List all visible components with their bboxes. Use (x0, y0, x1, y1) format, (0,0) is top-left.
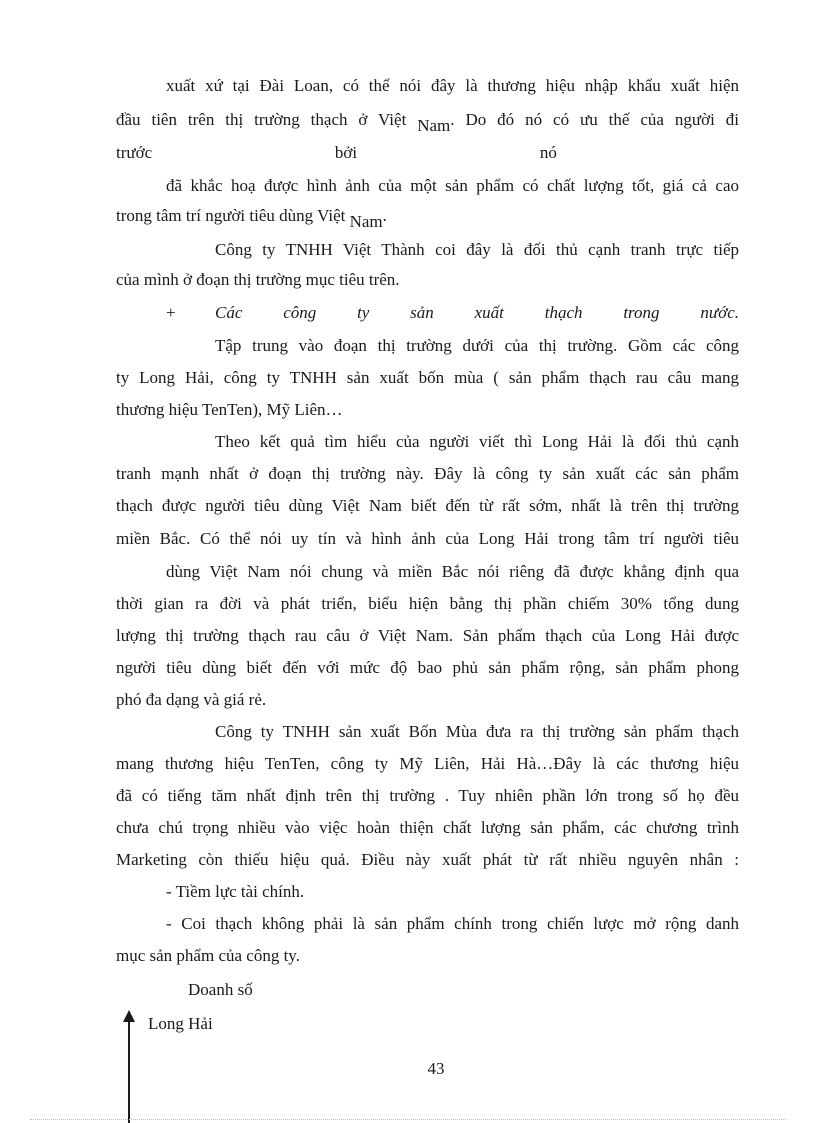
text-line: tranh mạnh nhất ở đoạn thị trường này. Đây là công ty sản xuất các sản phẩm (116, 464, 739, 483)
text-line: thạch được người tiêu dùng Việt Nam biết đến từ rất sớm, nhất là trên thị trường (116, 496, 739, 515)
figure-series-label: Long Hải (148, 1014, 213, 1033)
text-line: Tập trung vào đoạn thị trường dưới của thị trường. Gồm các công (215, 336, 739, 355)
list-item: - Coi thạch không phải là sản phẩm chính trong chiến lược mở rộng danh (166, 914, 739, 933)
text-line: thương hiệu TenTen), Mỹ Liên… (116, 400, 343, 419)
text-line: phó đa dạng và giá rẻ. (116, 690, 267, 709)
text-line: đã khắc hoạ được hình ảnh của một sản phẩm có chất lượng tốt, giá cả cao (166, 176, 739, 195)
bullet-plus: + (166, 303, 176, 322)
text-line: thời gian ra đời và phát triển, biểu hiện bằng thị phần chiếm 30% tổng dung (116, 594, 739, 613)
text-line: Công ty TNHH sản xuất Bốn Mùa đưa ra thị trường sản phẩm thạch (215, 722, 739, 741)
page-bottom-border (30, 1119, 786, 1120)
y-axis-line (128, 1020, 130, 1123)
text-line: lượng thị trường thạch rau câu ở Việt Nam. Sản phẩm thạch của Long Hải được (116, 626, 739, 645)
text-line: Marketing còn thiếu hiệu quả. Điều này xuất phát từ rất nhiều nguyên nhân : (116, 850, 739, 869)
text-line: miền Bắc. Có thể nói uy tín và hình ảnh của Long Hải trong tâm trí người tiêu (116, 529, 739, 548)
text-line: trong tâm trí người tiêu dùng Việt Nam. (116, 206, 387, 231)
text-line: chưa chú trọng nhiều vào việc hoàn thiện chất lượng sản phẩm, các chương trình (116, 818, 739, 837)
text-line: đầu tiên trên thị trường thạch ở Việt Nam. Do đó nó có ưu thế của người đi (116, 110, 739, 135)
text-line: mang thương hiệu TenTen, công ty Mỹ Liên, Hải Hà…Đây là các thương hiệu (116, 754, 739, 773)
text-line: mục sản phẩm của công ty. (116, 946, 300, 965)
text-line: đã có tiếng tăm nhất định trên thị trường . Tuy nhiên phần lớn trong số họ đều (116, 786, 739, 805)
text-line: người tiêu dùng biết đến với mức độ bao phủ sản phẩm rộng, sản phẩm phong (116, 658, 739, 677)
text-line: Theo kết quả tìm hiểu của người viết thì Long Hải là đối thủ cạnh (215, 432, 739, 451)
text-line: dùng Việt Nam nói chung và miền Bắc nói riêng đã được khẳng định qua (166, 562, 739, 581)
page-number: 43 (427, 1059, 445, 1078)
list-item: - Tiềm lực tài chính. (166, 882, 305, 901)
section-heading: Các công ty sản xuất thạch trong nước. (215, 303, 739, 322)
text-line: Công ty TNHH Việt Thành coi đây là đối thủ cạnh tranh trực tiếp (215, 240, 739, 259)
text-line: của mình ở đoạn thị trường mục tiêu trên. (116, 270, 400, 289)
text-line: xuất xứ tại Đài Loan, có thể nói đây là thương hiệu nhập khẩu xuất hiện (166, 76, 739, 95)
text-line: trước bởi nó (116, 143, 557, 162)
text-line: ty Long Hải, công ty TNHH sản xuất bốn mùa ( sản phẩm thạch rau câu mang (116, 368, 739, 387)
figure-axis-label: Doanh số (188, 980, 253, 999)
